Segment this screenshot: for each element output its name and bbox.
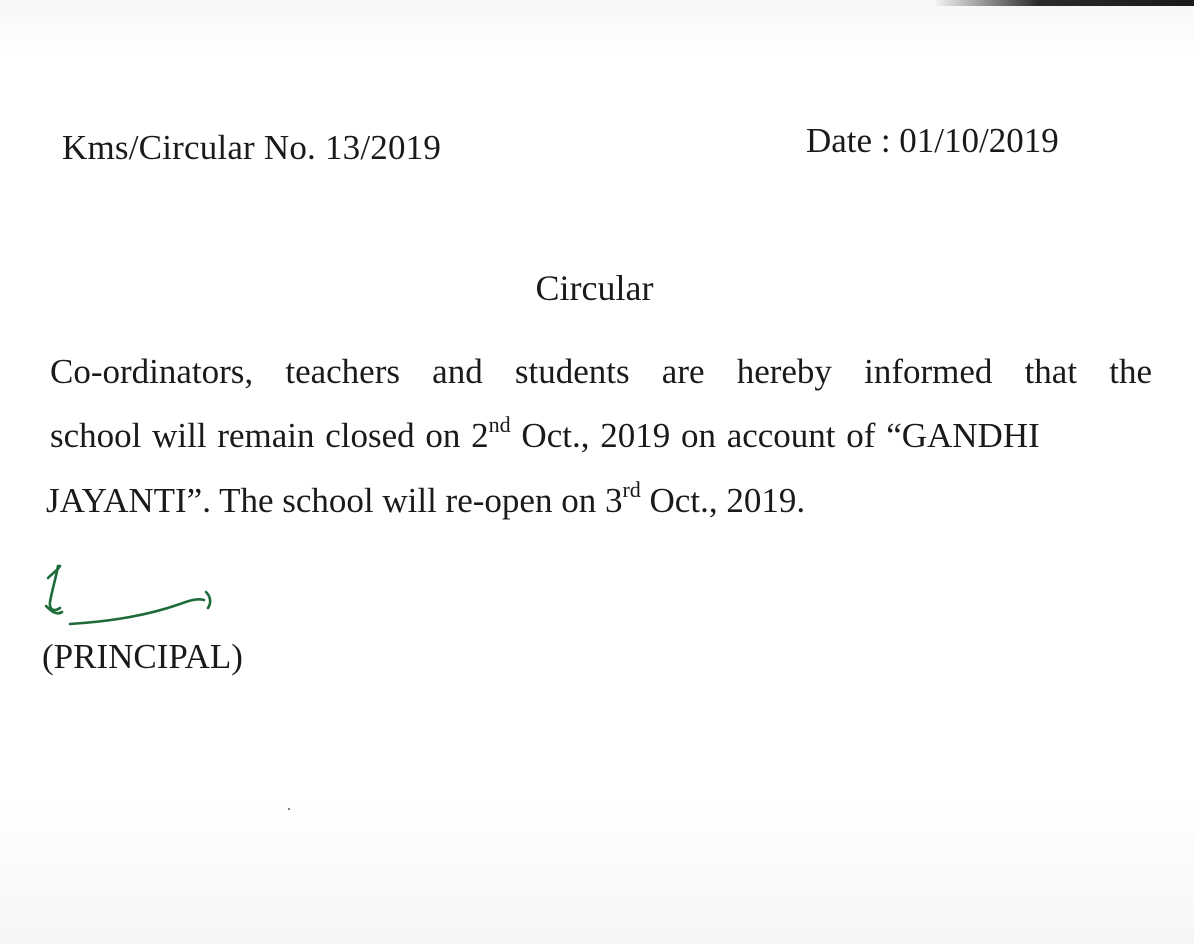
paper-speck (288, 808, 290, 810)
body-word: hereby (736, 352, 832, 391)
body-line-1 (50, 352, 1152, 392)
body-word: the (1109, 352, 1152, 391)
body-word: teachers (285, 352, 400, 391)
body-line-3-text-b: Oct., 2019. (640, 481, 806, 520)
body-word: Co-ordinators, (50, 352, 254, 391)
scan-edge-shadow (934, 0, 1194, 6)
ordinal-suffix: nd (488, 412, 511, 437)
circular-date: Date : 01/10/2019 (806, 121, 1059, 160)
body-line-2 (50, 412, 1160, 456)
document-title (0, 267, 1194, 309)
body-line-2-text-a: school will remain closed on 2 (50, 416, 489, 455)
body-word: that (1024, 352, 1078, 391)
body-word: and (432, 352, 483, 391)
body-word: students (514, 352, 630, 391)
body-line-3 (46, 477, 1156, 521)
circular-number: Kms/Circular No. 13/2019 (62, 128, 442, 167)
signatory-title: (PRINCIPAL) (42, 637, 243, 676)
body-word: are (661, 352, 705, 391)
body-line-2-text-b: Oct., 2019 on account of “GANDHI (510, 416, 1040, 455)
ordinal-suffix: rd (622, 477, 641, 502)
body-word: informed (864, 352, 993, 391)
principal-signature (40, 560, 240, 630)
document-title-text: Circular (535, 268, 654, 308)
body-line-3-text-a: JAYANTI”. The school will re-open on 3 (46, 481, 623, 520)
signature-strokes (46, 566, 210, 624)
